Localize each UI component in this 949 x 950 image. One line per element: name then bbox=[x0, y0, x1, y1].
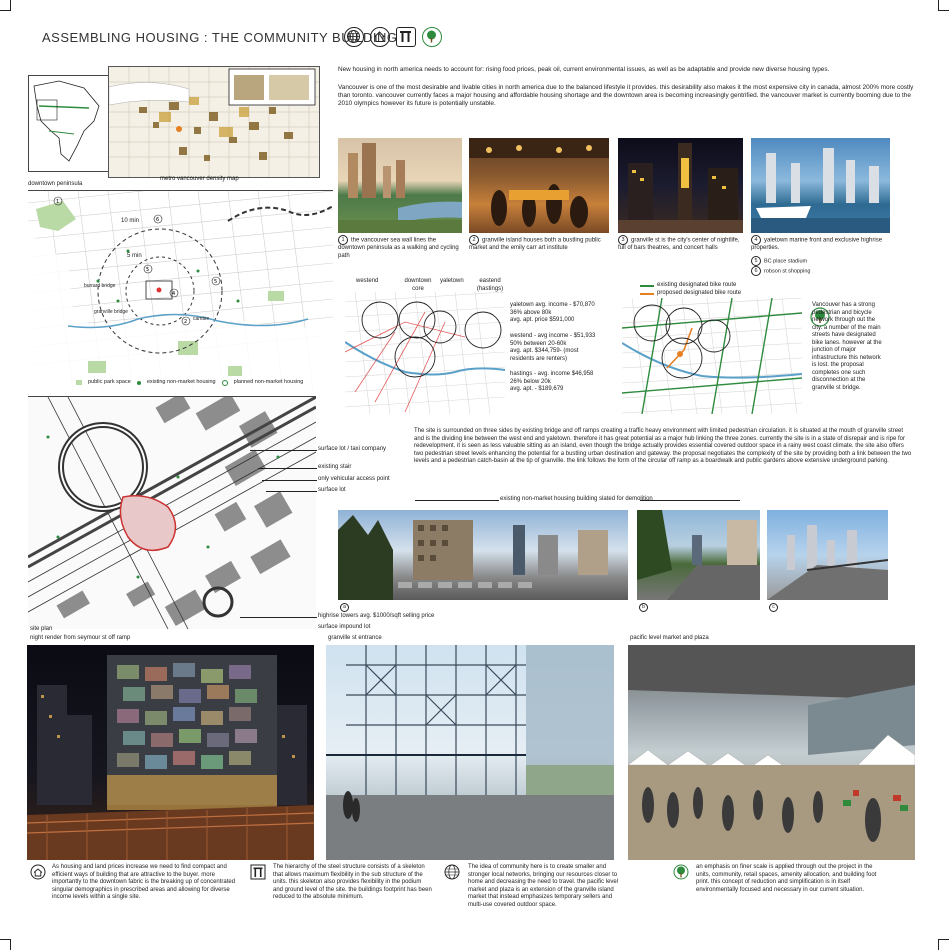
downtown-peninsula-map bbox=[28, 190, 333, 391]
existing-route-swatch bbox=[640, 285, 654, 287]
globe-icon bbox=[444, 864, 460, 885]
income-map bbox=[345, 292, 505, 414]
intro-lead: New housing in north america needs to account for: rising food prices, peak oil, current environmental issues, as well as be adaptable and provide new diverse housing types. bbox=[338, 66, 830, 73]
bike-route-map bbox=[622, 298, 802, 414]
house-icon bbox=[370, 27, 390, 47]
svg-text:4: 4 bbox=[172, 291, 176, 297]
bike-legend-existing: existing designated bike route bbox=[640, 282, 736, 290]
bike-note: Vancouver has a strong pedestrian and bicycle network through out the city. a number of the main streets have designated bike lanes. however at the junction of major infrastructure this network is lost. the proposal completes one such disconnection at the granville st bridge. bbox=[812, 302, 882, 391]
photo-granville-st bbox=[618, 138, 743, 233]
crop-mark-tl bbox=[0, 0, 11, 11]
bottom-text-structure: The hierarchy of the steel structure consists of a skeleton that allows maximum flexibility in the sub structure of the units. this skeleton also provides flexibility in the podium and ground level of the site. the buildings footprint has been reduced to the absolute minimum. bbox=[273, 864, 432, 900]
crop-mark-br bbox=[938, 939, 949, 950]
intro-body: Vancouver is one of the most desirable and livable cities in north america due to the balanced lifestyle it provides. this desirability also makes it the most expensive city in canada, almost 200% more costly than toronto. vancouver currently faces a major housing and affordable housing shortage and the downtown area is becoming increasingly gentrified. the vancouver market is currently booming due to the 2010 olympics however its future is potentially unstable. bbox=[338, 84, 914, 107]
leader-line bbox=[250, 450, 317, 451]
photo-caption-4: 4 yaletown marine front and exclusive highrise properties. bbox=[751, 237, 883, 252]
metro-density-map bbox=[108, 66, 320, 178]
tools-icon bbox=[396, 27, 416, 47]
walk-5-label: 5 min bbox=[127, 253, 142, 259]
site-photo-a bbox=[338, 510, 628, 600]
demolition-label: existing non-market housing building slated for demolition bbox=[500, 496, 653, 502]
bottom-text-community: The idea of community here is to create smaller and stronger local networks, bringing our resources closer to home and decreasing the need to travel. the pacific level market and plaza is an extension of the granville island market that instead emphasizes temporary sellers and multi-use covered outdoor space. bbox=[468, 864, 619, 908]
site-photo-b bbox=[637, 510, 760, 600]
leader-line bbox=[415, 500, 499, 501]
photo-letter-c: c bbox=[769, 603, 778, 612]
svg-text:2: 2 bbox=[184, 319, 188, 325]
metro-map-label: metro vancouver density map bbox=[160, 176, 239, 182]
photo-seawall bbox=[338, 138, 462, 233]
page-title: ASSEMBLING HOUSING : THE COMMUNITY BUILDING bbox=[42, 30, 398, 45]
legend-planned: planned non-market housing bbox=[233, 379, 304, 385]
svg-text:5: 5 bbox=[146, 267, 150, 273]
bike-legend-proposed: proposed designated bike route bbox=[640, 290, 741, 298]
photo-caption-1: 1 the vancouver sea wall lines the downtown peninsula as a walking and cycling path bbox=[338, 237, 459, 259]
render-label-night: night render from seymour st off ramp bbox=[30, 635, 131, 641]
render-market bbox=[628, 645, 915, 860]
label-westend: westend bbox=[356, 278, 379, 284]
westend-income: westend - avg income - $51,933 50% between 20-60k avg. apt. $344,759- (most residents are renters) bbox=[510, 333, 596, 362]
label-eastend: eastend (hastings) bbox=[476, 278, 504, 292]
house-icon bbox=[30, 864, 46, 885]
render-label-entrance: granville st entrance bbox=[328, 635, 382, 641]
svg-text:5: 5 bbox=[214, 279, 218, 285]
downtown-map-label: downtown peninsula bbox=[28, 181, 83, 187]
label-downtown-core: downtown core bbox=[404, 278, 432, 292]
photo-caption-6: 6 robson st shopping bbox=[751, 266, 810, 276]
photo-caption-3: 3 granville st is the city's center of nightlife, full of bars theatres, and concert halls bbox=[618, 237, 740, 252]
granville-bridge-label: granville bridge bbox=[94, 309, 128, 315]
hastings-income: hastings - avg. income $46,958 26% below 20k avg. apt. - $189,679 bbox=[510, 371, 594, 392]
walk-10-label: 10 min bbox=[121, 218, 140, 224]
site-label-access: only vehicular access point bbox=[318, 476, 390, 482]
bottom-text-scale: an emphasis on finer scale is applied through out the project in the units, community, retail spaces, amenity allocation, and building foot print. this concept of reduction and simplification is in itself environmentally focused and necessary in our current situation. bbox=[696, 864, 877, 893]
site-photo-c bbox=[767, 510, 888, 600]
site-label-impound: surface impound lot bbox=[318, 624, 371, 630]
site-description: The site is surrounded on three sides by existing bridge and off ramps creating a traffic heavy environment with limited pedestrian circulation. it is situated at the mouth of granville street and is the dividing line between the west end and yaletown. therefore it has great potential as a major hub linking the three zones. currently the site is in a state of disrepair and is ripe for redevelopment. it is seen as less valuable sitting as an island, even though the bridge actually provides essential covered outdoor space in a rainy west coast climate. the site also offers two pedestrian street levels enhancing the potential for a bustling urban destination and gateway. the proposal negotiates the complexity of the site by providing both a link between the two levels and a pedestrian catch-basin at the tip of granville. the link follows the form of the circular off ramp as a boardwalk and public gardens above extensive underground parking. bbox=[414, 428, 912, 464]
leader-line bbox=[262, 480, 317, 481]
leader-line bbox=[266, 491, 317, 492]
legend-park: public park space bbox=[88, 379, 131, 385]
photo-caption-5: 5 BC place stadium bbox=[751, 256, 807, 266]
burrard-bridge-label: burrard bridge bbox=[84, 283, 116, 289]
site-label-highrise: highrise towers avg. $1000/sqft selling price bbox=[318, 613, 435, 619]
site-label-surface-lot: surface lot bbox=[318, 487, 346, 493]
tools-icon bbox=[250, 864, 266, 885]
render-entrance bbox=[326, 645, 614, 860]
site-plan bbox=[28, 396, 316, 629]
photo-yaletown bbox=[751, 138, 890, 233]
tree-icon bbox=[673, 864, 689, 885]
map-legend bbox=[76, 379, 303, 387]
label-yaletown: yaletown bbox=[440, 278, 464, 284]
svg-text:1: 1 bbox=[56, 199, 60, 205]
site-plan-label: site plan bbox=[30, 626, 53, 632]
planned-swatch bbox=[222, 380, 228, 386]
yaletown-income: yaletown avg. income - $70,870 36% above 80k avg. apt. price $591,000 bbox=[510, 302, 595, 323]
globe-icon bbox=[344, 27, 364, 47]
photo-letter-a: a bbox=[340, 603, 349, 612]
leader-line bbox=[258, 468, 317, 469]
park-swatch bbox=[76, 380, 82, 385]
render-night bbox=[27, 645, 314, 860]
site-label-stair: existing stair bbox=[318, 464, 352, 470]
photo-granville-island bbox=[469, 138, 609, 233]
photo-letter-b: b bbox=[639, 603, 648, 612]
photo-caption-2: 2 granville island houses both a bustling public market and the emily carr art institute bbox=[469, 237, 601, 252]
tree-icon bbox=[422, 27, 442, 47]
leader-line bbox=[240, 617, 317, 618]
leader-line bbox=[640, 500, 740, 501]
svg-text:6: 6 bbox=[156, 217, 160, 223]
header-icons bbox=[344, 27, 442, 47]
legend-existing: existing non-market housing bbox=[146, 379, 216, 385]
bottom-text-housing: As housing and land prices increase we need to find compact and efficient ways of building that are attractive to the buyer. more importantly to the downtown fabric is the breaking up of concentrated singular demographics in prescribed areas and allowing for diverse income levels within a single site. bbox=[52, 864, 236, 900]
north-america-map bbox=[28, 75, 110, 172]
proposed-route-swatch bbox=[640, 293, 654, 295]
crop-mark-bl bbox=[0, 939, 11, 950]
render-label-market: pacific level market and plaza bbox=[630, 635, 709, 641]
existing-swatch bbox=[137, 381, 141, 385]
cambie-label: cambie bbox=[193, 316, 210, 322]
site-label-taxi: surface lot / taxi company bbox=[318, 446, 387, 452]
crop-mark-tr bbox=[938, 0, 949, 11]
